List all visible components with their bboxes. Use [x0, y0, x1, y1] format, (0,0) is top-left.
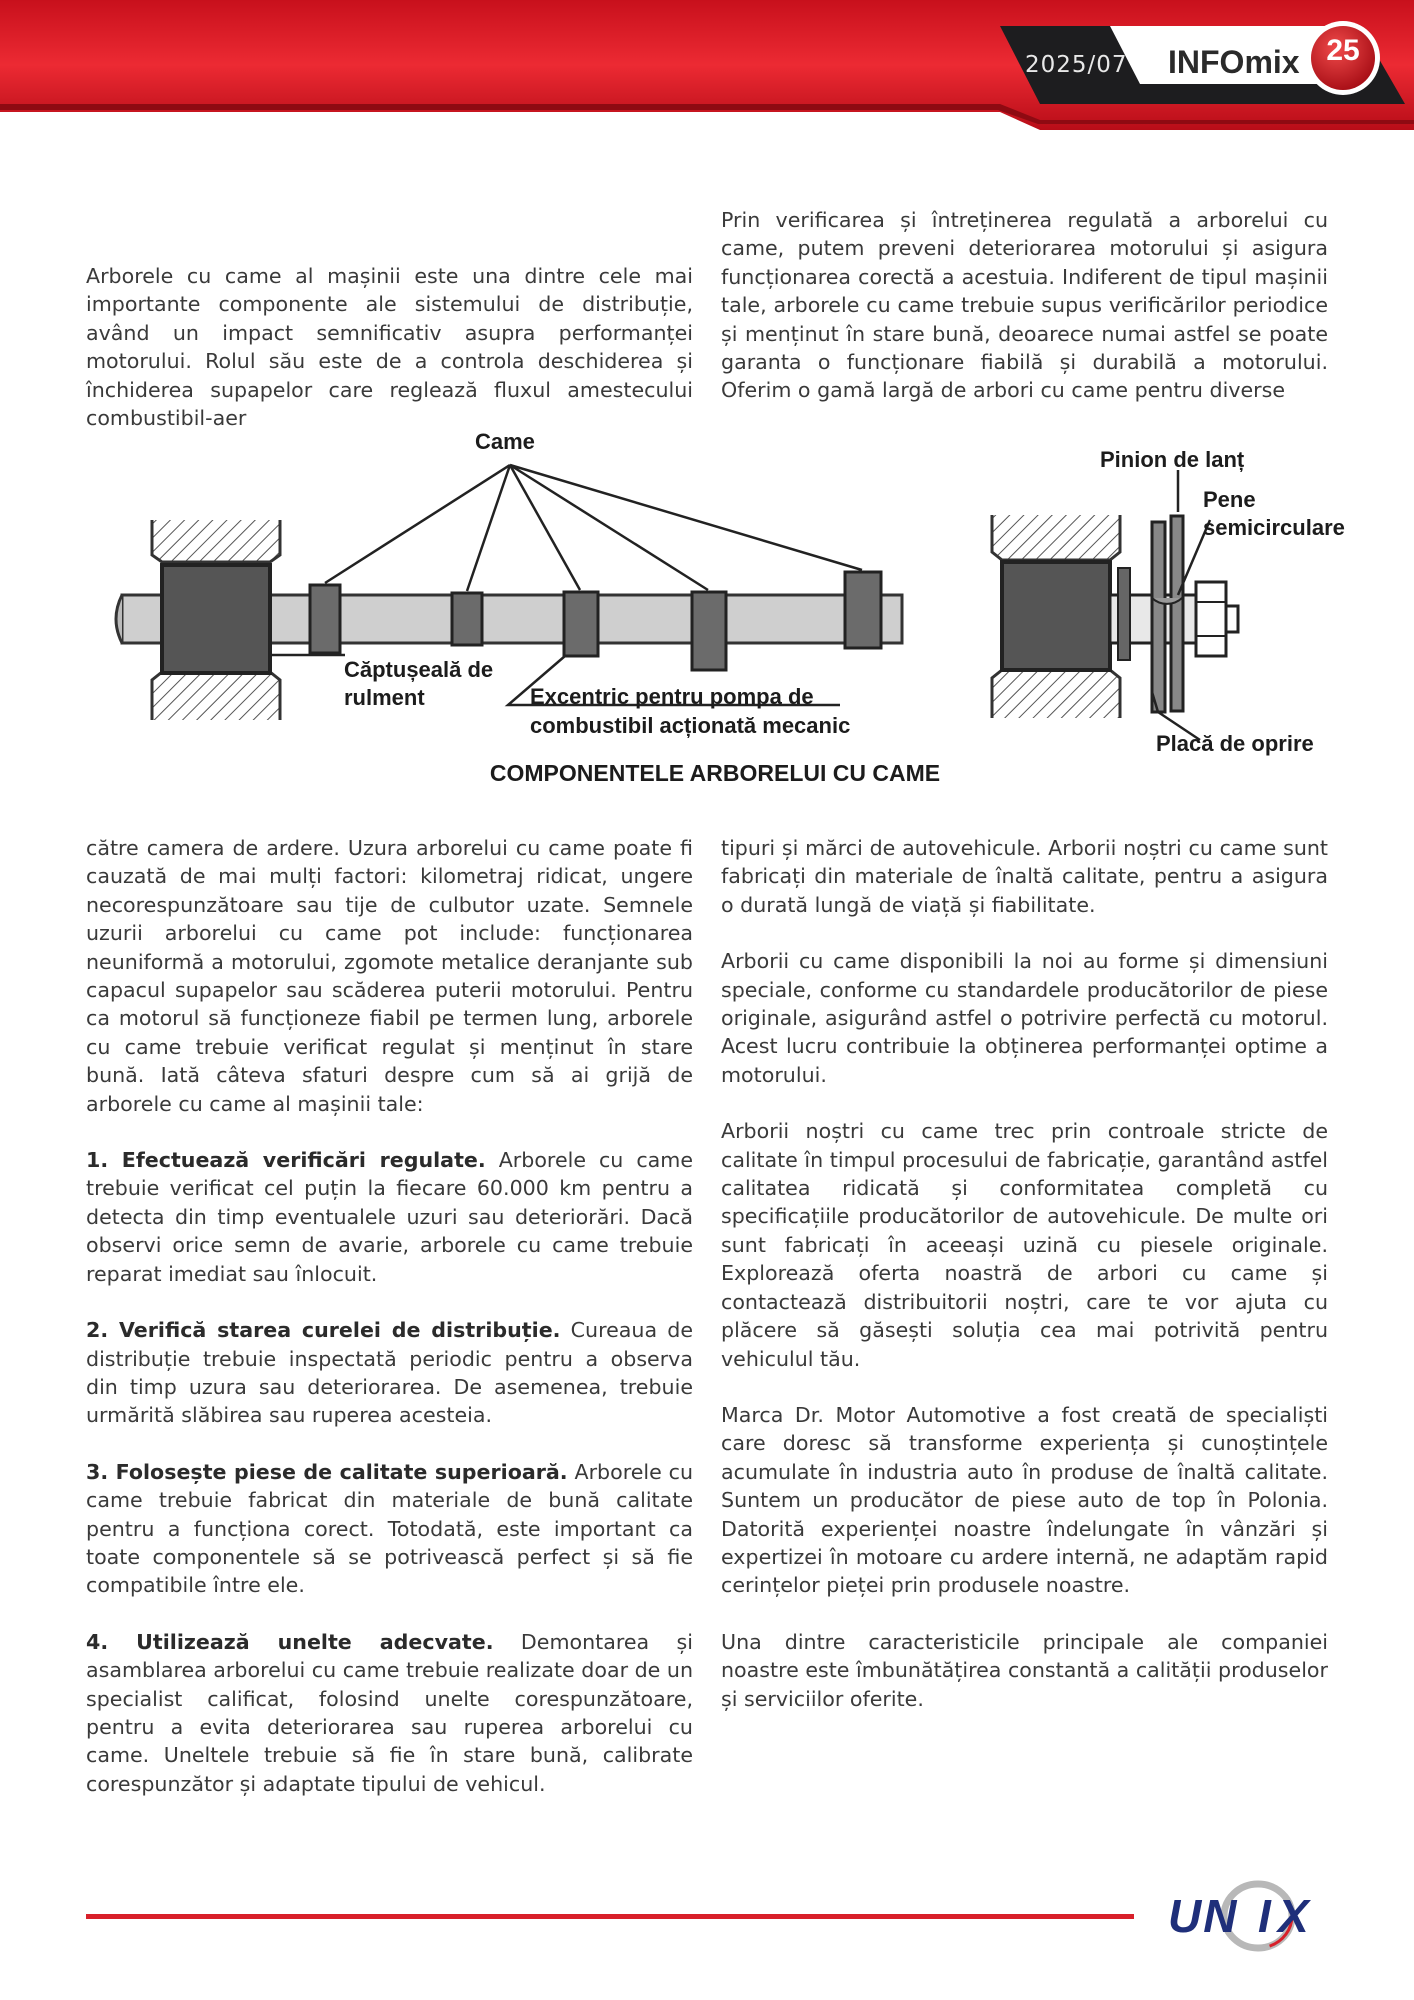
tip-4-body: Demontarea și asamblarea arborelui cu came trebuie realizate doar de un specialist calificat, folosind unelte corespunzătoare, pentru a evita deteriorarea sau ruperea arborelui cu came. Uneltele trebuie să fie în stare bună, calibrate corespunzător și adaptate tipului de vehicul.: [86, 1629, 693, 1796]
intro-left-paragraph: Arborele cu came al mașinii este una dintre cele mai importante componente ale sistemului de distribuție, având un impact semnificativ asupra performanței motorului. Rolul său este de a controla deschiderea și închiderea supapelor care reglează fluxul amestecului combustibil-aer: [86, 264, 693, 431]
right-paragraph-3: Arborii noștri cu came trec prin controale stricte de calitate în timpul procesului de fabricație, garantând astfel calitatea ridicată și conformitatea completă cu specificațiile producătorilor de autovehicule. De multe ori sunt fabricați în aceeași uzină cu piesele originale. Explorează oferta noastră de arbori cu came și contactează distribuitorii noștri, care te vor ajuta cu plăcere să găsești soluția cea mai potrivită pentru vehiculul tău.: [721, 1119, 1328, 1371]
tip-4: [86, 1628, 693, 1798]
right-paragraph-1: tipuri și mărci de autovehicule. Arborii noștri cu came sunt fabricați din materiale de înaltă calitate, pentru a asigura o durată lungă de viață și fiabilitate.: [721, 836, 1328, 917]
tip-2-title: 2. Verifică starea curelei de distribuție.: [86, 1318, 561, 1343]
magazine-brand: INFOmix: [1168, 44, 1300, 80]
page-number-badge: 25: [1326, 34, 1360, 67]
label-placa: Placă de oprire: [1156, 731, 1314, 756]
tip-1-title: 1. Efectuează verificări regulate.: [86, 1148, 486, 1173]
label-semicirculare: semicirculare: [1203, 515, 1345, 540]
svg-text:UN: UN: [1168, 1890, 1239, 1942]
tip-2-body: Cureaua de distribuție trebuie inspectată periodic pentru a observa din timp uzura sau deteriorarea. De asemenea, trebuie urmărită slăbirea sau ruperea acesteia.: [86, 1318, 693, 1428]
unix-logo: [1166, 1880, 1336, 1950]
left-article-column: [86, 834, 693, 1826]
page-header: [0, 0, 1414, 130]
intro-right-paragraph: Prin verificarea și întreținerea regulată a arborelui cu came, putem preveni deteriorarea motorului și asigura funcționarea corectă a acestuia. Indiferent de tipul mașinii tale, arborele cu came trebuie supus verificărilor periodice și menținut în stare bună, deoarece numai astfel se poate garanta o funcționare fiabilă și durabilă a motorului. Oferim o gamă largă de arbori cu came pentru diverse: [721, 208, 1328, 403]
diagram-caption: COMPONENTELE ARBORELUI CU CAME: [489, 760, 941, 786]
tip-2: [86, 1316, 693, 1430]
svg-text:X: X: [1278, 1890, 1309, 1942]
label-captuseala: Căptușeală de: [344, 657, 494, 682]
right-paragraph-5: Una dintre caracteristicile principale ale companiei noastre este îmbunătățirea constantă a calității produselor și serviciilor oferite.: [721, 1629, 1328, 1711]
unix-logo-mark: [1166, 1880, 1336, 1950]
label-rulment: rulment: [344, 685, 425, 710]
tip-3: [86, 1458, 693, 1600]
footer-divider: [86, 1914, 1134, 1919]
label-pene: Pene: [1203, 487, 1256, 512]
tip-4-title: 4. Utilizează unelte adecvate.: [86, 1629, 494, 1654]
svg-text:I: I: [1258, 1890, 1271, 1942]
right-paragraph-4: Marca Dr. Motor Automotive a fost creată de specialiști care doresc să transforme experiența și cunoștințele acumulate în industria auto în produse de înaltă calitate. Suntem un producător de piese auto de top în Polonia. Datorită experienței noastre îndelungate în vânzări și expertizei în motoare cu ardere internă, ne adaptăm rapid cerințelor pieței prin produsele noastre.: [721, 1402, 1328, 1598]
right-article-column: [721, 834, 1328, 1741]
right-paragraph-2: Arborii cu came disponibili la noi au forme și dimensiuni speciale, conforme cu standardele producătorilor de piese originale, asigurând astfel o potrivire perfectă cu motorul. Acest lucru contribuie la obținerea performanței optime a motorului.: [721, 949, 1328, 1087]
tip-3-title: 3. Folosește piese de calitate superioară.: [86, 1459, 568, 1484]
label-excentric-line2: combustibil acționată mecanic: [530, 713, 851, 738]
issue-date: 2025/07: [1025, 52, 1128, 78]
tip-3-body: Arborele cu came trebuie fabricat din materiale de bună calitate pentru a funcționa corect. Totodată, este important ca toate componentele să se potrivească perfect și să fie compatibile între ele.: [86, 1459, 694, 1598]
tip-1-body: Arborele cu came trebuie verificat cel puțin la fiecare 60.000 km pentru a detecta din timp eventualele uzuri sau deteriorări. Dacă observi orice semn de avarie, arborele cu came trebuie reparat imediat sau înlocuit.: [86, 1148, 694, 1286]
label-excentric: Excentric pentru pompa de: [530, 684, 814, 709]
intro-right-column: [721, 206, 1328, 433]
label-came: Came: [475, 429, 535, 454]
left-intro-paragraph: către camera de ardere. Uzura arborelui cu came poate fi cauzată de mai mulți factori: kilometraj ridicat, ungere necorespunzătoare sau tije de culbutor uzate. Semnele uzurii arborelui cu came pot include: funcționarea neuniformă a motorului, zgomote metalice deranjante sub capacul supapelor sau scăderea puterii motorului. Pentru ca motorul să funcționeze fiabil pe termen lung, arborele cu came trebuie verificat regulat și menținut în stare bună. Iată câteva sfaturi despre cum să ai grijă de arborele cu came al mașinii tale:: [86, 836, 693, 1116]
label-pinion: Pinion de lanț: [1100, 447, 1245, 472]
camshaft-diagram: [100, 420, 1345, 800]
tip-1: [86, 1146, 693, 1288]
